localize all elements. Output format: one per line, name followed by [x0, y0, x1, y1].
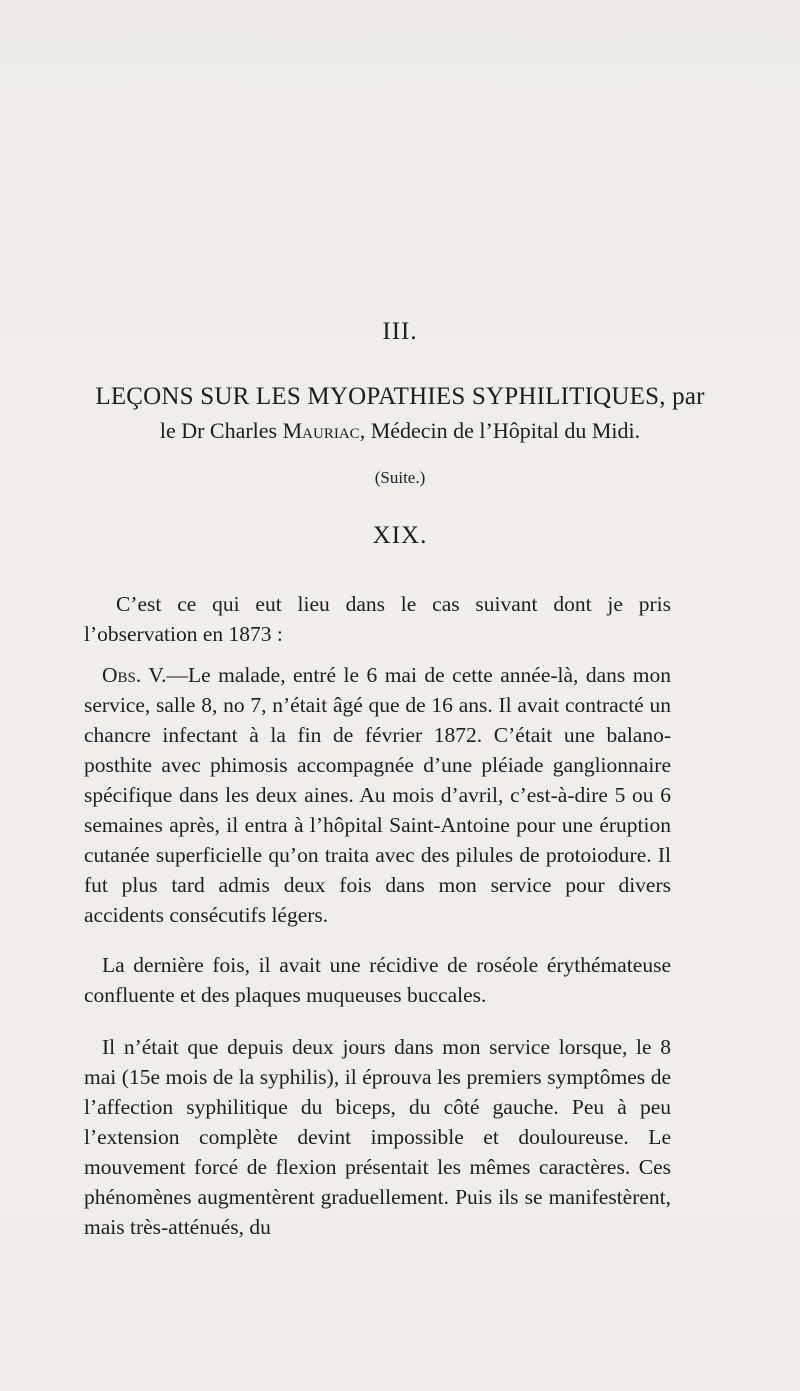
author-line	[0, 418, 800, 444]
paragraph-4: Il n’était que depuis deux jours dans mon service lorsque, le 8 mai (15e mois de la syphilis), il éprouva les premiers symptômes de l’affection syphilitique du biceps, du côté gauche. Peu à peu l’extension complète devint impossible et douloureuse. Le mouvement forcé de flexion présentait les mêmes caractères. Ces phénomènes augmentèrent graduellement. Puis ils se manifestèrent, mais très-atténués, du	[84, 1035, 671, 1239]
chapter-number: XIX.	[372, 522, 428, 549]
section-number: III.	[382, 318, 418, 345]
observation-text: —Le malade, entré le 6 mai de cette année-là, dans mon service, salle 8, no 7, n’était âgé que de 16 ans. Il avait contracté un chancre infectant à la fin de février 1872. C’était une balano-posthite avec phimosis accompagnée d’une pléiade ganglionnaire spécifique dans les deux aines. Au mois d’avril, c’est-à-dire 5 ou 6 semaines après, il entra à l’hôpital Saint-Antoine pour une éruption cutanée superficielle qu’on traita avec des pilules de protoiodure. Il fut plus tard admis deux fois dans mon service pour divers accidents consécutifs légers.	[84, 663, 671, 927]
paragraph-1: C’est ce qui eut lieu dans le cas suivant dont je pris l’observation en 1873 :	[84, 592, 671, 646]
observation-label: Obs. V.	[102, 663, 167, 687]
author-name: Mauriac,	[282, 418, 366, 443]
paragraph-3: La dernière fois, il avait une récidive de roséole érythémateuse confluente et des plaques muqueuses buccales.	[84, 953, 671, 1007]
author-prefix: le Dr Charles	[159, 418, 278, 443]
author-affiliation: Médecin de l’Hôpital du Midi.	[370, 418, 641, 443]
article-title: LEÇONS SUR LES MYOPATHIES SYPHILITIQUES, par	[95, 383, 705, 410]
paragraph-2	[84, 660, 671, 930]
continuation-note: (Suite.)	[374, 468, 426, 487]
